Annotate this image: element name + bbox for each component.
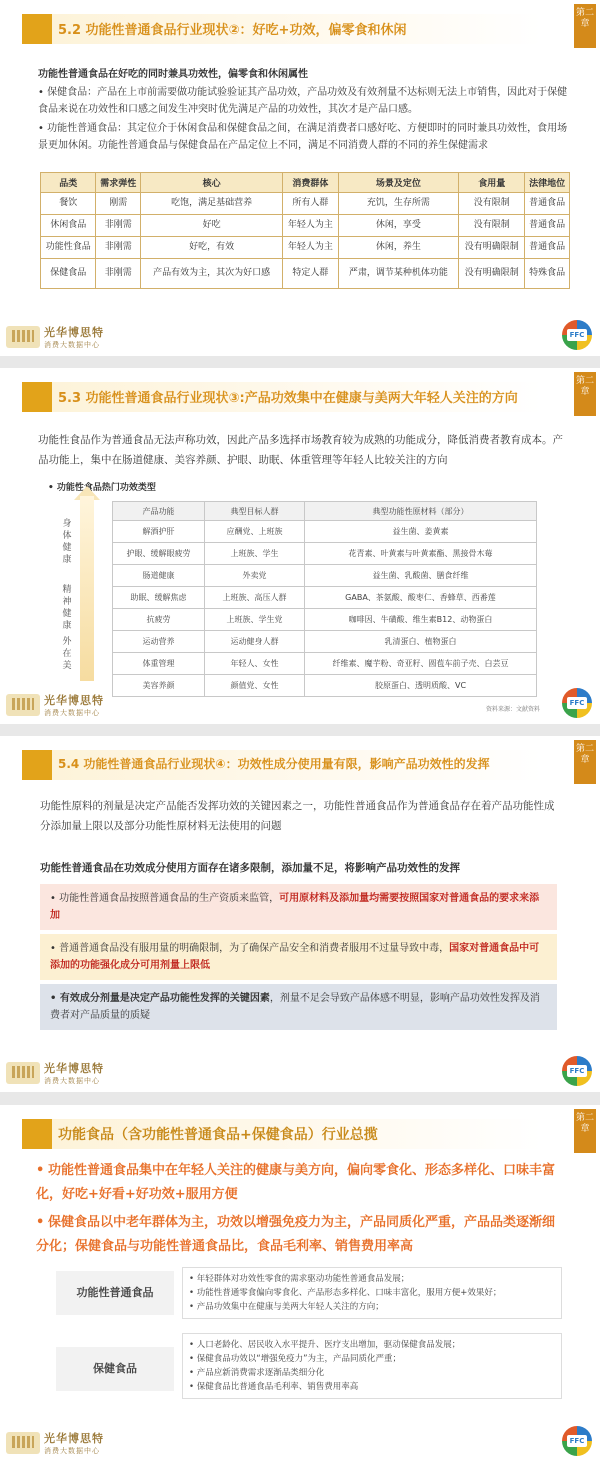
efficacy-table	[112, 501, 537, 697]
table-cell: 抗疲劳	[113, 609, 205, 631]
key-point-2: • 保健食品以中老年群体为主，功效以增强免疫力为主，产品同质化严重，产品品类逐渐细分化；保健食品与功能性普通食品比，食品毛利率、销售费用率高	[36, 1215, 556, 1254]
table-header: 食用量	[459, 173, 525, 193]
table-cell: 没有明确限制	[459, 259, 525, 289]
chapter-tab: 第二章	[574, 372, 596, 416]
axis-label-beauty: 外在美	[62, 637, 72, 671]
slide-title: 5.3 功能性普通食品行业现状③:产品功效集中在健康与美两大年轻人关注的方向	[58, 391, 518, 406]
paragraph-intro: 功能性食品作为普通食品无法声称功效，因此产品多选择市场教育较为成熟的功能成分，降低消费者教育成本。产品功能上，集中在肠道健康、美容养颜、护眼、助眠、体重管理等年轻人比较关注的方向	[38, 434, 563, 466]
box-highlight: 可用原材料及添加量均需要按照国家对普通食品的要求来添加	[50, 893, 540, 921]
slide-subtitle: 功能性普通食品在好吃的同时兼具功效性，偏零食和休闲属性	[38, 69, 308, 80]
table-cell: 助眠、缓解焦虑	[113, 587, 205, 609]
arrow-bar	[80, 496, 94, 681]
logo-sub: 消费大数据中心	[44, 1077, 100, 1085]
label-functional-food: 功能性普通食品	[56, 1271, 174, 1315]
table-row	[41, 215, 570, 237]
ffc-logo-text: FFC	[567, 1065, 587, 1077]
company-logo	[6, 1060, 104, 1086]
table-header: 产品功能	[113, 502, 205, 521]
table-cell: 没有限制	[459, 215, 525, 237]
title-bar	[22, 382, 542, 412]
table-cell: 休闲食品	[41, 215, 96, 237]
table-cell: 普通食品	[525, 237, 570, 259]
limit-box-2	[40, 934, 557, 980]
table-cell: 益生菌、姜黄素	[305, 521, 537, 543]
slide-title: 功能食品（含功能性普通食品+保健食品）行业总揽	[58, 1127, 378, 1143]
table-cell: 外卖党	[205, 565, 305, 587]
table-caption: • 功能性食品热门功效类型	[48, 483, 156, 493]
table-cell: 体重管理	[113, 653, 205, 675]
table-cell: 应酬党、上班族	[205, 521, 305, 543]
table-cell: 运动营养	[113, 631, 205, 653]
slide-overview	[0, 1105, 600, 1462]
logo-icon	[6, 1062, 40, 1084]
table-header: 需求弹性	[96, 173, 141, 193]
table-cell: 胶原蛋白、透明质酸、VC	[305, 675, 537, 697]
slide-title: 5.4 功能性普通食品行业现状④：功效性成分使用量有限，影响产品功效性的发挥	[58, 757, 490, 771]
list-item: • 产品功效集中在健康与美两大年轻人关注的方向；	[189, 1300, 555, 1314]
list-item: • 人口老龄化、居民收入水平提升、医疗支出增加，驱动保健食品发展；	[189, 1338, 555, 1352]
table-header: 法律地位	[525, 173, 570, 193]
table-cell: 严肃，调节某种机体功能	[338, 259, 458, 289]
logo-icon	[6, 1432, 40, 1454]
table-row	[41, 193, 570, 215]
table-header: 品类	[41, 173, 96, 193]
table-cell: 年轻人为主	[283, 237, 338, 259]
table-header: 消费群体	[283, 173, 338, 193]
table-cell: 益生菌、乳酸菌、膳食纤维	[305, 565, 537, 587]
axis-label-body: 身体健康	[62, 519, 72, 565]
list-item: • 产品应新消费需求逐渐品类细分化	[189, 1366, 555, 1380]
functional-food-list	[182, 1267, 562, 1319]
logo-icon	[6, 694, 40, 716]
table-cell: 产品有效为主，其次为好口感	[141, 259, 283, 289]
table-row	[113, 543, 537, 565]
box-text: ，剂量不足会导致产品体感不明显，影响产品功效性发挥及消费者对产品质量的质疑	[50, 993, 540, 1021]
paragraph-intro: 功能性原料的剂量是决定产品能否发挥功效的关键因素之一，功能性普通食品作为普通食品存在着产品功能性成分添加量上限以及部分功能性原材料无法使用的问题	[40, 800, 555, 832]
table-cell: 上班族、学生	[205, 543, 305, 565]
table-row	[113, 653, 537, 675]
logo-sub: 消费大数据中心	[44, 341, 100, 349]
chapter-tab: 第二章	[574, 740, 596, 784]
logo-name: 光华博思特	[44, 1062, 104, 1075]
table-cell: 咖啡因、牛磺酸、维生素B12、动物蛋白	[305, 609, 537, 631]
table-cell: 刚需	[96, 193, 141, 215]
table-cell: 纤维素、魔芋粉、奇亚籽、圆苞车前子壳、白芸豆	[305, 653, 537, 675]
ffc-logo-icon	[562, 688, 592, 718]
table-cell: 上班族、学生党	[205, 609, 305, 631]
limit-box-3	[40, 984, 557, 1030]
title-bar	[22, 14, 542, 44]
table-header: 典型目标人群	[205, 502, 305, 521]
list-item: • 年轻群体对功效性零食的需求驱动功能性普通食品发展；	[189, 1272, 555, 1286]
table-cell: 没有限制	[459, 193, 525, 215]
ffc-logo-icon	[562, 1056, 592, 1086]
table-header: 典型功能性原材料（部分）	[305, 502, 537, 521]
company-logo	[6, 324, 104, 350]
table-cell: 特殊食品	[525, 259, 570, 289]
table-cell: 肠道健康	[113, 565, 205, 587]
table-cell: 好吃，有效	[141, 237, 283, 259]
table-cell: 美容养颜	[113, 675, 205, 697]
ffc-logo-text: FFC	[567, 1435, 587, 1447]
table-cell: 所有人群	[283, 193, 338, 215]
title-bar	[22, 1119, 542, 1149]
table-cell: 休闲，享受	[338, 215, 458, 237]
chapter-tab: 第二章	[574, 1109, 596, 1153]
table-cell: 非刚需	[96, 215, 141, 237]
chapter-tab: 第二章	[574, 4, 596, 48]
logo-name: 光华博思特	[44, 1432, 104, 1445]
ffc-logo-text: FFC	[567, 329, 587, 341]
table-header-row	[113, 502, 537, 521]
table-cell: 普通食品	[525, 193, 570, 215]
table-cell: 充饥，生存所需	[338, 193, 458, 215]
table-cell: 保健食品	[41, 259, 96, 289]
table-row	[41, 237, 570, 259]
table-row	[113, 565, 537, 587]
slide-5-2	[0, 0, 600, 356]
list-item: • 功能性普通零食偏向零食化、产品形态多样化、口味丰富化，服用方便+效果好；	[189, 1286, 555, 1300]
box-highlight: 国家对普通食品中可添加的功能强化成分可用剂量上限低	[50, 943, 540, 971]
table-cell: 花青素、叶黄素与叶黄素酯、黑接骨木莓	[305, 543, 537, 565]
title-bar	[22, 750, 542, 780]
logo-icon	[6, 326, 40, 348]
table-cell: 吃饱，满足基础营养	[141, 193, 283, 215]
table-cell: 非刚需	[96, 259, 141, 289]
table-cell: 好吃	[141, 215, 283, 237]
table-cell: 没有明确限制	[459, 237, 525, 259]
ffc-logo-icon	[562, 1426, 592, 1456]
table-cell: 非刚需	[96, 237, 141, 259]
table-row	[113, 675, 537, 697]
comparison-table	[40, 172, 570, 289]
table-header: 核心	[141, 173, 283, 193]
limit-box-1	[40, 884, 557, 930]
ffc-logo-text: FFC	[567, 697, 587, 709]
box-highlight: • 有效成分剂量是决定产品功能性发挥的关键因素	[50, 993, 270, 1004]
table-row	[41, 259, 570, 289]
table-row	[113, 609, 537, 631]
company-logo	[6, 692, 104, 718]
slide-title: 5.2 功能性普通食品行业现状②：好吃+功效，偏零食和休闲	[58, 23, 407, 38]
table-cell: GABA、茶氨酸、酸枣仁、香蜂草、西番莲	[305, 587, 537, 609]
table-cell: 上班族、高压人群	[205, 587, 305, 609]
logo-sub: 消费大数据中心	[44, 709, 100, 717]
slide-subtitle: 功能性普通食品在功效成分使用方面存在诸多限制，添加量不足，将影响产品功效性的发挥	[40, 862, 460, 874]
table-cell: 休闲，养生	[338, 237, 458, 259]
list-item: • 保健食品比普通食品毛利率、销售费用率高	[189, 1380, 555, 1394]
table-cell: 颜值党、女性	[205, 675, 305, 697]
table-cell: 护眼、缓解眼疲劳	[113, 543, 205, 565]
table-cell: 功能性食品	[41, 237, 96, 259]
slide-5-3	[0, 368, 600, 724]
table-row	[113, 521, 537, 543]
paragraph-functional-food: • 功能性普通食品：其定位介于休闲食品和保健食品之间，在满足消费者口感好吃、方便即时的同时兼具功效性，食用场景更加休闲。功能性普通食品与保健食品在产品定位上不同，满足不同消费人群的不同的养生保健需求	[38, 123, 568, 151]
slide-5-4	[0, 736, 600, 1092]
table-header-row	[41, 173, 570, 193]
label-health-food: 保健食品	[56, 1347, 174, 1391]
paragraph-health-food: • 保健食品：产品在上市前需要做功能试验验证其产品功效，产品功效及有效剂量不达标则无法上市销售，因此对于保健食品来说在功效性和口感之间发生冲突时优先满足产品的功效性，其次才是产品口感。	[38, 87, 568, 115]
table-cell: 乳清蛋白、植物蛋白	[305, 631, 537, 653]
table-header: 场景及定位	[338, 173, 458, 193]
axis-label-mind: 精神健康	[62, 585, 72, 631]
table-row	[113, 631, 537, 653]
table-cell: 运动健身人群	[205, 631, 305, 653]
table-cell: 特定人群	[283, 259, 338, 289]
health-food-list	[182, 1333, 562, 1399]
logo-name: 光华博思特	[44, 326, 104, 339]
table-cell: 普通食品	[525, 215, 570, 237]
table-cell: 解酒护肝	[113, 521, 205, 543]
key-point-text: 保健食品以中老年群体为主，功效以增强免疫力为主，产品同质化严重，产品品类逐渐细分化；保健食品与功能性普通食品比，食品毛利率、销售费用率高	[36, 1215, 556, 1254]
table-row	[113, 587, 537, 609]
box-text: • 功能性普通食品按照普通食品的生产资质来监管，	[50, 893, 280, 904]
company-logo	[6, 1430, 104, 1456]
source-note: 资料来源：文献资料	[485, 706, 540, 713]
list-item: • 保健食品功效以“增强免疫力”为主，产品同质化严重；	[189, 1352, 555, 1366]
logo-name: 光华博思特	[44, 694, 104, 707]
ffc-logo-icon	[562, 320, 592, 350]
key-point-1: • 功能性普通食品集中在年轻人关注的健康与美方向，偏向零食化、形态多样化、口味丰富化，好吃+好看+好功效+服用方便	[36, 1163, 556, 1202]
box-text: • 普通普通食品没有服用量的明确限制，为了确保产品安全和消费者服用不过量导致中毒，	[50, 943, 450, 954]
table-cell: 年轻人、女性	[205, 653, 305, 675]
logo-sub: 消费大数据中心	[44, 1447, 100, 1455]
table-cell: 餐饮	[41, 193, 96, 215]
table-cell: 年轻人为主	[283, 215, 338, 237]
key-point-text: 功能性普通食品集中在年轻人关注的健康与美方向，偏向零食化、形态多样化、口味丰富化，好吃+好看+好功效+服用方便	[36, 1163, 556, 1202]
